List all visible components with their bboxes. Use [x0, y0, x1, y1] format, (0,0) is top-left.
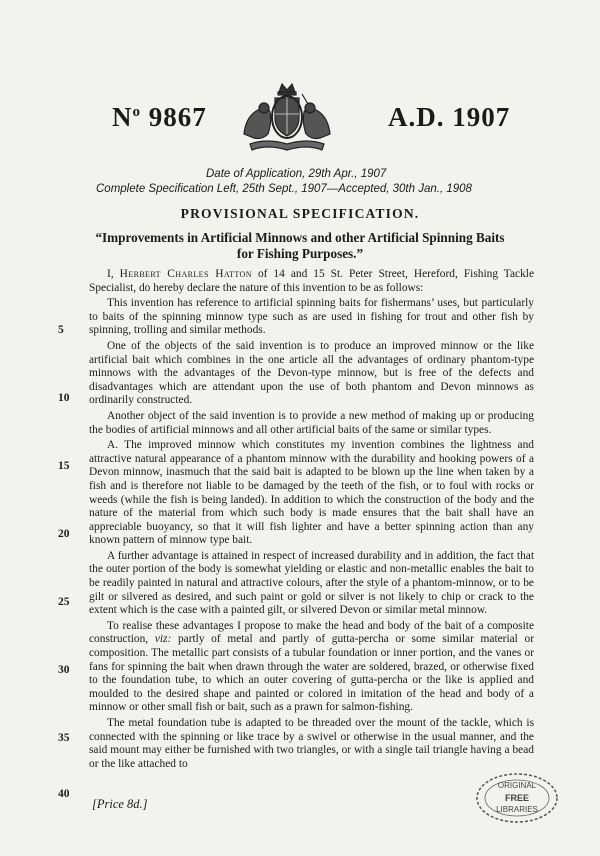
paragraph: One of the objects of the said invention is to produce an improved minnow or the like artificial bait which combines in the one article all the advantages of ordinary phantom-type minnows with the advantages of the Devon-type minnow, but is free of the defects and disadvantages which are attendant upon the use of both phantom and Devon minnows as ordinarily constructed. [89, 339, 534, 407]
intro-lead: I, [107, 268, 114, 280]
patent-year: A.D. 1907 [388, 102, 511, 132]
line-number: 10 [58, 392, 70, 404]
line-number: 15 [58, 460, 70, 472]
line-number: 35 [58, 732, 70, 744]
invention-title: “Improvements in Artificial Minnows and other Artificial Spinning Baits for Fishing Purposes.” [95, 230, 505, 261]
paragraph: A. The improved minnow which constitutes my invention combines the lightness and attractive natural appearance of a phantom minnow with the durability and hooking powers of a Devon minnow, inasmuch that the said bait is adapted to be blown up the line when taken by a fish and is therefore not liable to be damaged by the teeth of the fish, or to foul with rocks or weeds (while the fish is being landed). In addition to which the construction of the body and the nature of the material from which such body is made ensures that the bait shall have an appreciable buoyancy, so that it will fish lighter and have a better spinning action than any known pattern of minnow type bait. [89, 439, 534, 547]
line-number: 25 [58, 596, 70, 608]
line-number: 20 [58, 528, 70, 540]
royal-coat-of-arms-icon [232, 82, 342, 156]
intro-rest: of 14 and 15 St. Peter Street, Hereford, Fishing Tackle Specialist, do hereby declare the nature of this invention to be as follows: [89, 268, 534, 294]
price-label: [Price 8d.] [92, 797, 148, 811]
line-number: 30 [58, 664, 70, 676]
line-number: 40 [58, 788, 70, 800]
application-dates [0, 168, 600, 195]
inventor-name: Herbert Charles Hatton [119, 268, 252, 280]
patent-header [0, 88, 600, 148]
paragraph: A further advantage is attained in respect of increased durability and in addition, the fact that the outer portion of the body is somewhat yielding or elastic and non-metallic enables the bait to be readily painted in natural and attractive colours, after the style of a phantom-minnow, or to be gilt or silvered as desired, and such paint or gold or silver is not likely to chip or crack to the extent which is the case with a painted gilt, or silvered Devon or similar metal minnow. [89, 549, 534, 617]
viz-abbreviation: viz: [154, 633, 172, 646]
number-superscript: o [132, 104, 141, 120]
paragraph: Another object of the said invention is to provide a new method of making up or producing the bodies of artificial minnows and all other artificial baits of the same or similar types. [89, 409, 534, 436]
paragraph-part: partly of metal and partly of gutta-percha or some similar material or composition. The metallic part consists of a tubular foundation or inner portion, and the vanes or fans for spinning the bait when drawn through the water are soldered, brazed, or otherwise fixed to the foundation tube, to which an outer covering of gutta-percha or the like is applied and moulded to the desired shape and painted or colored in imitation of the head and body of a minnow or other small fish or bait, such as a prawn for salmon-fishing. [89, 633, 534, 714]
complete-specification-date: Complete Specification Left, 25th Sept., 1907—Accepted, 30th Jan., 1908 [96, 183, 472, 195]
paragraph: The metal foundation tube is adapted to be threaded over the mount of the tackle, which is connected with the spinning or like trace by a swivel or otherwise in the usual manner, and the said mount may either be furnished with two triangles, or with a single tail triangle having a bead or the like attached to [89, 717, 534, 770]
number-prefix: N [112, 102, 133, 132]
stamp-text-bot: LIBRARIES [496, 805, 538, 814]
intro-paragraph [89, 268, 534, 295]
application-date: Date of Application, 29th Apr., 1907 [206, 168, 387, 180]
number-value: 9867 [148, 102, 207, 132]
line-number: 5 [58, 324, 64, 336]
paragraph [89, 620, 534, 715]
stamp-text-top: ORIGINAL [497, 781, 537, 790]
patent-number [112, 102, 207, 133]
paragraph: This invention has reference to artificial spinning baits for fishermans’ uses, but particularly to baits of the spinning minnow type such as are used in fishing for trout and other fish by spinning, trolling and similar methods. [89, 297, 534, 337]
paragraph-part: To realise these advantages I propose to make the head and body of the bait of a composite construction, [89, 619, 534, 646]
library-stamp-icon [472, 770, 562, 826]
stamp-text-mid: FREE [504, 793, 530, 803]
specification-body [89, 268, 534, 773]
section-title: PROVISIONAL SPECIFICATION. [180, 206, 420, 221]
